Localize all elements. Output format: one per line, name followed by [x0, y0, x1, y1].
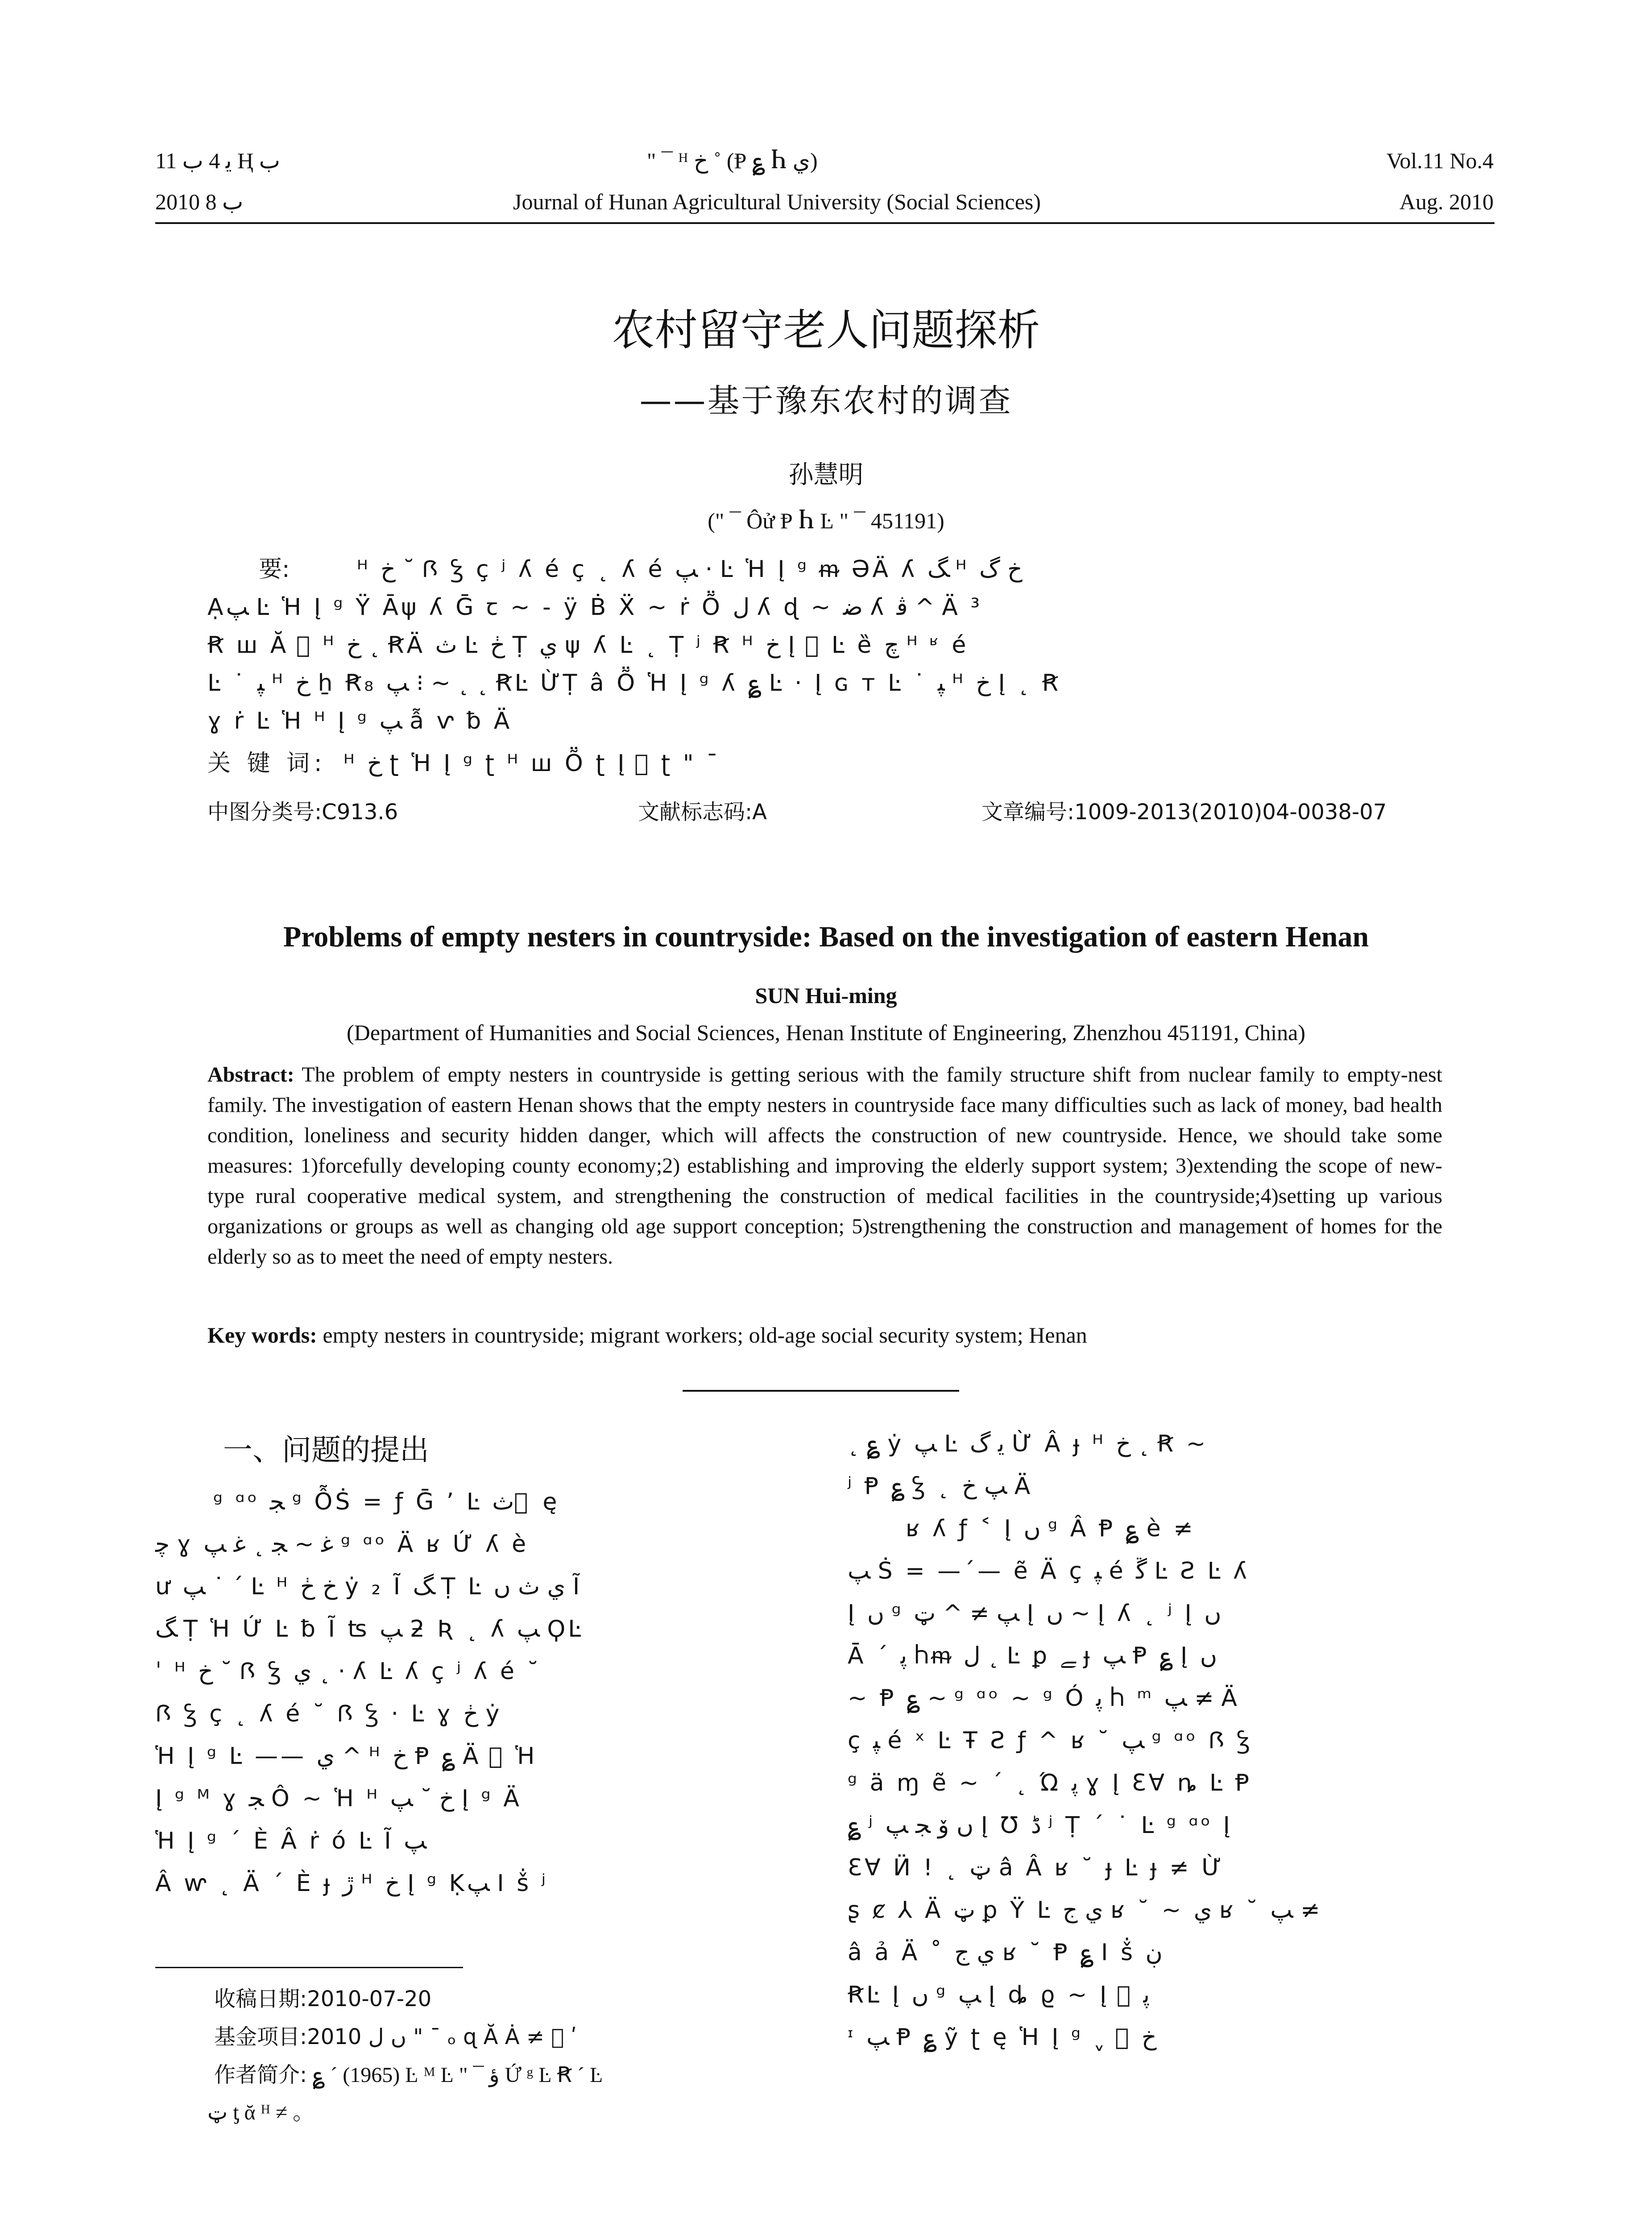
abstract-en	[207, 1060, 1442, 1272]
received-date: 收稿日期:2010-07-20	[214, 1986, 432, 2011]
separator-rule	[683, 1390, 959, 1392]
keywords-cn-value: ᴴ خ ʈ Ἡ Į ᵍ ʈ ᴴ ꟺ Ṏ ʈ Į ⃞ ʈ " ¯	[344, 750, 721, 777]
author-en: SUN Hui-ming	[755, 983, 897, 1008]
author-cn: 孙慧明	[788, 460, 864, 489]
body-line: ˛ ؏ ẏ ﭗ Ŀ ﯾ ﮒ Ừ Â ɟ ᴴ خ ˛ Ꞧ ~	[848, 1431, 1209, 1457]
abstract-cn-line: ᴴ خ ˘ Ꟗ Ꝣ ç ʲ ʎ é ç ˛ ʎ é ﭗ · Ŀ Ἡ Į ᵍ ᵯ ƏÄ ʎ ﮓ ᴴ خ ﮒ	[357, 556, 1023, 583]
keywords-en-value: empty nesters in countryside; migrant workers; old-age social security system; Henan	[323, 1323, 1087, 1348]
body-line: ؏ ʲ ں ﯙ ﺠ ﭗ Į Ʊ ﮈ ʲ Ṭ ˊ ˙ Ŀ ᵍ ᵅᵒ Į	[848, 1812, 1233, 1839]
abstract-cn-label: 要:	[259, 556, 290, 583]
section-heading: 一、问题的提出	[223, 1433, 429, 1467]
body-line: ᵍ ᵅᵒ ﺠ ᵍ ỖṠ = ƒ Ḡ ʼ Ŀ ث ⃞ ę	[213, 1489, 560, 1515]
body-line: ˈ ᴴ خ ˘ Ꟗ Ꝣ ي ˛ · ʎ Ŀ ʎ ç ʲ ʎ é ˘	[155, 1658, 542, 1685]
subtitle-cn: ——基于豫东农村的调查	[639, 382, 1013, 419]
header-left-top: ﯾ 4 ب 11 Ⱨ ب	[155, 148, 280, 173]
fund-project: 基金项目:2010 ں ﻝ " ¯ ₒ ɋ Ă Ȧ ≠ ⃞ ʹ	[214, 2024, 577, 2049]
abstract-cn-line: Ŀ ˙ ﭙ ᴴ خ ẖ Ꞧ₈ ﭗ ⁝ ~ ˛ ˛ ꞦĿ ỪṬ â Ṏ Ἡ Į ᵍ ʎ ؏ Ŀ · Į ɢ ᴛ Ŀ ˙ ﭙ ᴴ خ Į ˛ Ꞧ	[207, 670, 1061, 697]
right-column-body	[848, 1430, 1499, 2066]
body-line: ᵍ ä ɱ ẽ ~ ˊ ˛ Ώ ﭘ ɣ Į ƐⱯ ȵ Ŀ Ᵽ	[848, 1770, 1252, 1796]
abstract-cn-line: Ạﭗ Ŀ Ἡ Į ᵍ Ÿ Ᾱψ ʎ Ḡ ꞇ ~ - ÿ Ḃ Ẍ ~ ṙ Ṏ ل ʎ ɖ ~ ﺿ ʎ ﭬ ^ Ä ³	[207, 594, 983, 621]
body-line: ư ﭗ ˙ ˊ Ŀ ᴴ خ ڂ ẏ ₂ Ĩ ﮓ Ṭ Ŀ ي ث ں Ĩ	[155, 1573, 583, 1600]
body-line: ᶦ ﭗ Ᵽ ؏ ỹ ʈ ę Ἡ Į ᵍ ˬ ⃞ خ	[848, 2024, 1157, 2051]
body-line: ﮓ Ṭ Ἡ Ứ Ŀ ƀ Ĩ ʦ ﭗ ƻ Ʀ ˛ ʎ ﭗ ϘĿ	[155, 1616, 584, 1642]
header-volume: Vol.11 No.4	[1386, 148, 1494, 173]
body-line: ꞦĿ Į ں ᵍ ﭗ Į ȡ ϱ ~ Į ⃞ ﭘ	[848, 1982, 1150, 2008]
title-en: Problems of empty nesters in countryside: Based on the investigation of eastern Henan	[283, 921, 1369, 953]
affiliation-cn: (" ¯ Ôử Ᵽ Ⴙ Ŀ " ¯ 451191)	[708, 508, 944, 533]
body-line: Ꟗ Ꝣ ç ˛ ʎ é ˘ Ꟗ Ꝣ · Ŀ ɣ ڂ ẏ	[155, 1700, 502, 1727]
body-line: Į ᵍ ᴹ ɣ ﺠ Ô ~ Ἡ ᴴ خ ˘ ﭗ Į ᵍ Ä	[155, 1785, 522, 1812]
body-line: â ả Ä ˚ ي ج ʁ ˘ Ᵽ ؏ I ṧ ڹ	[848, 1939, 1163, 1966]
body-line: ç ﭙ é ˣ Ŀ Ŧ Ƨ ƒ ^ ʁ ˘ ﭗ ᵍ ᵅᵒ Ꟗ Ꝣ	[848, 1727, 1253, 1754]
left-column-body	[155, 1488, 802, 1912]
body-line: ʁ ʎ ƒ ˂ Į ں ᵍ Â Ᵽ ؏ è ≠	[906, 1515, 1196, 1542]
author-bio-continued: ټ ƫ ᾰ ᴴ ≠ 。	[207, 2101, 315, 2124]
body-line: Ᾱ ˊ ﭘ Ⴙᵯ ﻝ ˛ Ŀ ꝑ ﮯ ɟ ﭗ Ᵽ ؏ Į ں	[848, 1642, 1217, 1669]
keywords-en	[207, 1321, 1087, 1349]
keywords-cn-label: 关 键 词:	[207, 750, 327, 777]
abstract-en-label: Abstract:	[207, 1063, 294, 1086]
title-cn: 农村留守老人问题探析	[612, 305, 1040, 355]
article-number: 文章编号:1009-2013(2010)04-0038-07	[981, 800, 1387, 825]
body-line: ~ Ᵽ ؏ ~ ᵍ ᵅᵒ ~ ᵍ Ó ﭘ Ⴙ ᵐ ﭗ ≠ Ä	[848, 1685, 1240, 1712]
body-line: ʲ Ᵽ ؏ Ꝣ ˛ ﭗ خ Ä	[848, 1473, 1033, 1500]
header-date: Aug. 2010	[1399, 189, 1494, 214]
affiliation-en: (Department of Humanities and Social Sciences, Henan Institute of Engineering, Zhenzhou 451191, China)	[347, 1020, 1305, 1045]
keywords-en-label: Key words:	[207, 1323, 317, 1348]
author-bio-value: ؏ ˊ (1965) Ŀ ᴹ Ŀ " ¯ ؤ Ứ ᵍ Ŀ Ꞧ ˊ Ŀ	[312, 2063, 603, 2087]
footnote-rule	[155, 1967, 463, 1968]
document-code: 文献标志码:A	[638, 800, 767, 825]
header-rule	[155, 222, 1495, 224]
clc-number: 中图分类号:C913.6	[207, 800, 398, 825]
body-line: Ἡ Į ᵍ ˊ È Â ṙ ó Ŀ Ĩ ﭗ	[155, 1828, 427, 1854]
author-bio	[214, 2061, 603, 2089]
header-center-top: " ¯ ᴴ خ ˚ (Ᵽ ؏ Ⴙ ي)	[647, 148, 818, 173]
author-bio-label: 作者简介:	[214, 2062, 307, 2087]
body-line: ʂ ȼ ⅄ Ä ټ ꝑ Ÿ Ŀ ي ج ʁ ˘ ~ ي ʁ ˘ ﭗ ≠	[848, 1897, 1320, 1924]
abstract-cn-line: Ꞧ ꟺ Ă ⃞ ᴴ خ ˛ ꞦÄ ث Ŀ ڂ Ṭ ي ψ ʎ Ŀ ˛ Ṭ ʲ Ꞧ ᴴ خ Į ⃞ Ŀ ȅ چ ᴴ ʶ é	[207, 632, 969, 659]
body-line: Į ں ᵍ ﭗ ≠ ^ ټ Į ں ~ Į ʎ ˛ ʲ Į ں	[848, 1600, 1221, 1627]
body-line: ƐⱯ Ӥ ! ˛ ټ â Â ʁ ˘ ɟ Ŀ ɟ ≠ Ừ	[848, 1854, 1224, 1881]
journal-name: Journal of Hunan Agricultural University (Social Sciences)	[513, 189, 1041, 214]
body-line: ﭗ Ṡ = —ˊ— ẽ Ä ç ﭙ é ﮜ Ŀ Ƨ Ŀ ʎ	[848, 1558, 1250, 1584]
body-line: ﭼ ɣ ﻏ ~ ﺠ ˛ ﻏ ﭗ ᵍ ᵅᵒ Ä ʁ Ứ ʎ è	[155, 1531, 529, 1558]
body-line: Ἡ Į ᵍ Ŀ —— ي ^ ᴴ خ Ᵽ ؏ Ä ⃞ Ἡ	[155, 1743, 538, 1770]
abstract-cn-line: ɣ ṙ Ŀ Ἡ ᴴ Į ᵍ ﭗ ẫ ⱱ ƀ Ä	[207, 708, 513, 734]
header-left-bottom: 2010 ب 8	[155, 189, 244, 214]
abstract-en-text: The problem of empty nesters in countryside is getting serious with the family structure shift from nuclear family to empty-nest family. The investigation of eastern Henan shows that the empty nesters in countryside face many difficulties such as lack of money, bad health condition, loneliness and security hidden danger, which will affects the construction of new countryside. Hence, we should take some measures: 1)forcefully developing county economy;2) establishing and improving the elderly support system; 3)extending the scope of new-type rural cooperative medical system, and strengthening the construction of medical facilities in the countryside;4)setting up various organizations or groups as well as changing old age support conception; 5)strengthening the construction and management of homes for the elderly so as to meet the need of empty nesters.	[207, 1063, 1443, 1269]
body-line: Â ⱳ ˛ Ä ˊ È ɟ ڙ ᴴ خ Į ᵍ Ḳﭗ I ṧ ʲ	[155, 1870, 548, 1897]
